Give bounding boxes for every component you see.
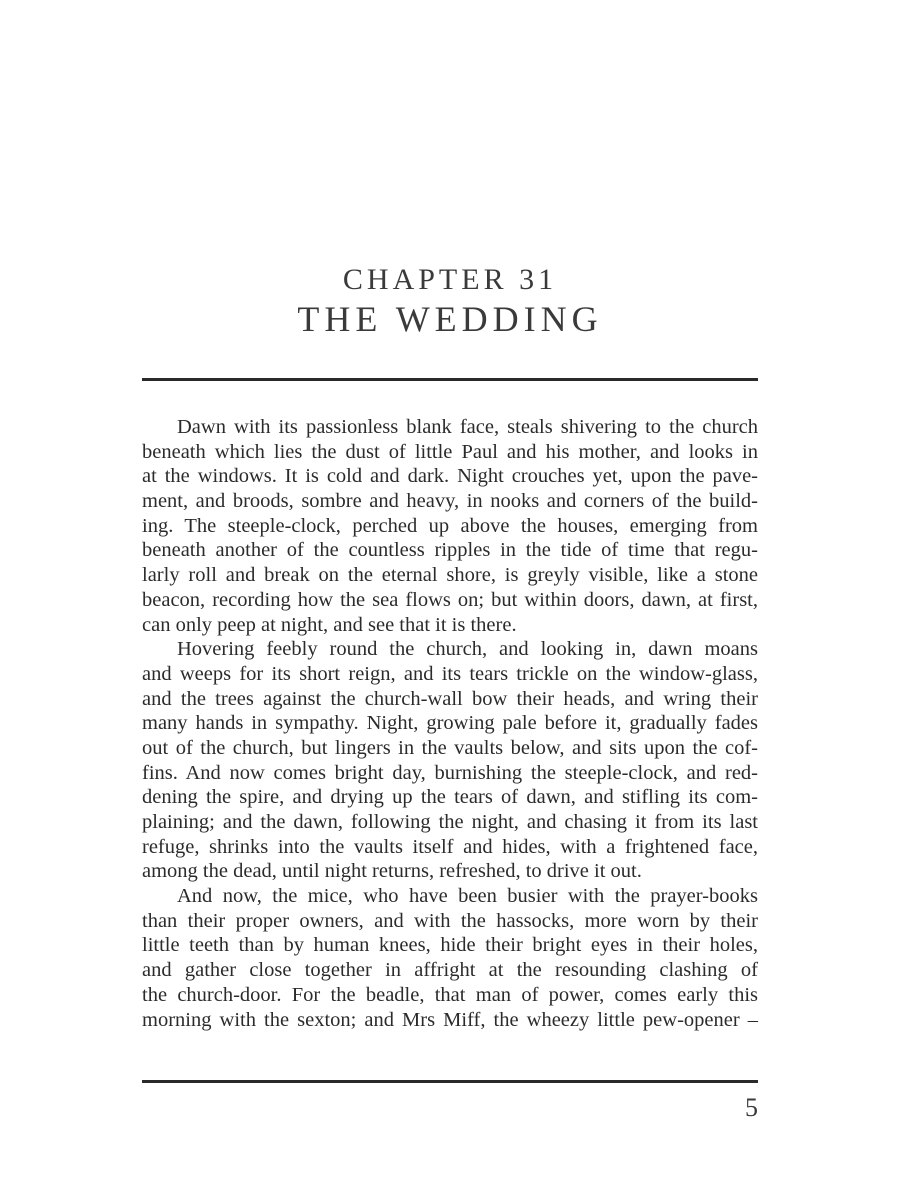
text-line: and weeps for its short reign, and its tears trickle on the window-glass, [142,662,758,685]
text-line: than their proper owners, and with the hassocks, more worn by their [142,909,758,932]
text-line: among the dead, until night returns, refreshed, to drive it out. [142,860,642,883]
text-line: Hovering feebly round the church, and looking in, dawn moans [177,638,758,661]
top-rule [142,378,758,381]
text-line: morning with the sexton; and Mrs Miff, the wheezy little pew-opener – [142,1008,758,1031]
text-line: refuge, shrinks into the vaults itself and hides, with a frightened face, [142,835,758,858]
text-line: and gather close together in affright at the resounding clashing of [142,959,758,982]
text-line: can only peep at night, and see that it is there. [142,613,517,636]
text-line: the church-door. For the beadle, that man of power, comes early this [142,983,758,1006]
text-line: at the windows. It is cold and dark. Night crouches yet, upon the pave- [142,465,758,488]
text-line: Dawn with its passionless blank face, steals shivering to the church [177,416,758,438]
text-line: beacon, recording how the sea flows on; but within doors, dawn, at first, [142,588,758,611]
text-line: beneath which lies the dust of little Paul and his mother, and looks in [142,440,758,463]
text-line: many hands in sympathy. Night, growing pale before it, gradually fades [142,712,758,735]
text-line: and the trees against the church-wall bow their heads, and wring their [142,687,758,710]
text-line: larly roll and break on the eternal shore, is greyly visible, like a stone [142,564,758,587]
text-line: And now, the mice, who have been busier with the prayer-books [177,885,758,908]
text-line: fins. And now comes bright day, burnishing the steeple-clock, and red- [142,761,758,784]
chapter-title: THE WEDDING [297,299,603,339]
text-line: plaining; and the dawn, following the night, and chasing it from its last [142,811,758,833]
text-line: little teeth than by human knees, hide their bright eyes in their holes, [142,934,758,957]
text-line: beneath another of the countless ripples in the tide of time that regu- [142,539,758,562]
text-line: dening the spire, and drying up the tears of dawn, and stifling its com- [142,786,758,809]
text-line: out of the church, but lingers in the vaults below, and sits upon the cof- [142,736,758,759]
text-line: ing. The steeple-clock, perched up above the houses, emerging from [142,514,758,537]
text-line: ment, and broods, sombre and heavy, in nooks and corners of the build- [142,490,758,513]
body-text [142,415,758,1032]
bottom-rule [142,1080,758,1083]
page-number: 5 [745,1093,758,1122]
chapter-number: CHAPTER 31 [342,263,558,296]
